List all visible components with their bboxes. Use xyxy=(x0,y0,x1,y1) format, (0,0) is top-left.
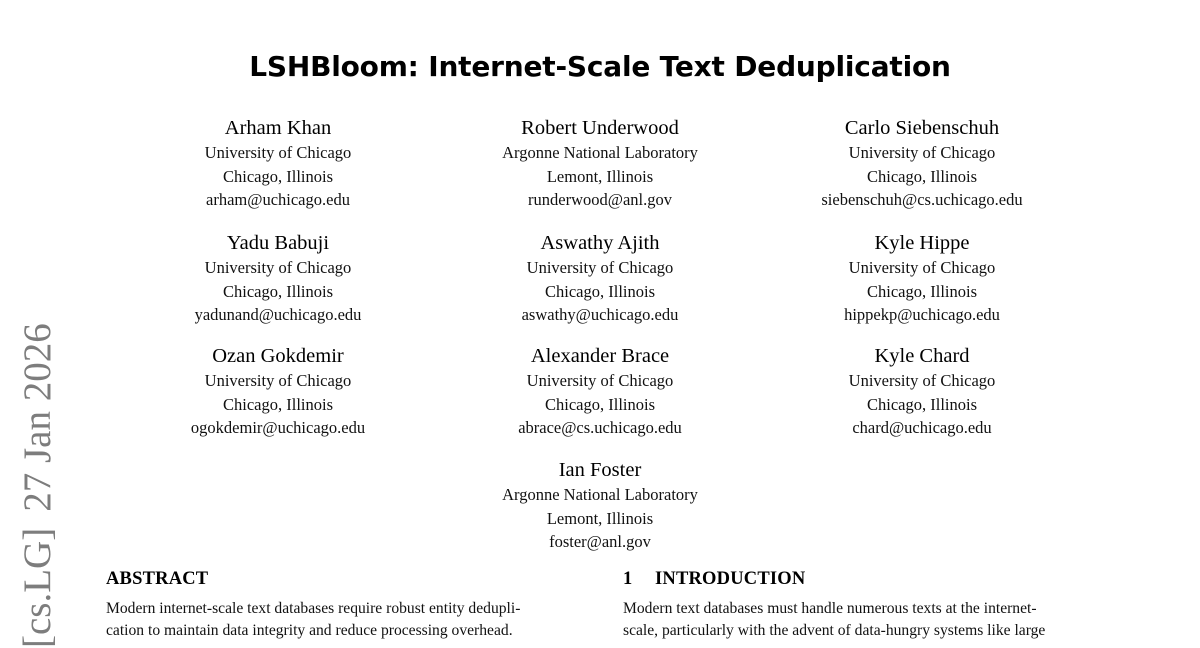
author-location: Chicago, Illinois xyxy=(223,166,333,186)
author-affiliation: Argonne National Laboratory xyxy=(502,143,698,162)
abstract-line: cation to maintain data integrity and reduce processing overhead. xyxy=(106,622,513,639)
author-block xyxy=(118,344,438,440)
author-block xyxy=(440,344,760,440)
abstract-line: Modern internet-scale text databases require robust entity dedupli- xyxy=(106,600,521,617)
author-block xyxy=(440,458,760,554)
introduction-heading xyxy=(623,569,805,590)
author-block xyxy=(762,116,1082,212)
author-location: Chicago, Illinois xyxy=(545,281,655,301)
author-affiliation: Argonne National Laboratory xyxy=(502,485,698,504)
paper-title: LSHBloom: Internet-Scale Text Deduplication xyxy=(249,50,951,83)
author-location: Lemont, Illinois xyxy=(546,508,654,528)
author-email: chard@uchicago.edu xyxy=(852,418,992,437)
author-location: Lemont, Illinois xyxy=(546,166,654,186)
author-name: Robert Underwood xyxy=(521,117,679,139)
section-number: 1 xyxy=(623,569,633,589)
author-affiliation: University of Chicago xyxy=(204,371,352,390)
author-block xyxy=(762,231,1082,327)
author-block xyxy=(440,231,760,327)
author-name: Yadu Babuji xyxy=(226,232,330,254)
author-name: Kyle Chard xyxy=(874,345,970,367)
author-email: ogokdemir@uchicago.edu xyxy=(190,418,366,437)
author-name: Alexander Brace xyxy=(530,345,670,367)
author-email: abrace@cs.uchicago.edu xyxy=(518,418,682,437)
author-affiliation: University of Chicago xyxy=(848,371,996,390)
author-block xyxy=(118,231,438,327)
author-block xyxy=(118,116,438,212)
author-affiliation: University of Chicago xyxy=(204,143,352,162)
author-name: Kyle Hippe xyxy=(874,232,970,254)
author-location: Chicago, Illinois xyxy=(223,394,333,414)
author-email: foster@anl.gov xyxy=(549,532,651,551)
introduction-body xyxy=(623,598,1113,642)
introduction-line: scale, particularly with the advent of data-hungry systems like large xyxy=(623,622,1046,639)
author-email: arham@uchicago.edu xyxy=(206,190,350,209)
author-email: hippekp@uchicago.edu xyxy=(844,305,1000,324)
abstract-body xyxy=(106,598,596,642)
abstract-heading: ABSTRACT xyxy=(106,569,209,589)
author-name: Arham Khan xyxy=(224,117,332,139)
author-name: Ian Foster xyxy=(558,459,642,481)
author-email: aswathy@uchicago.edu xyxy=(521,305,679,324)
author-affiliation: University of Chicago xyxy=(526,371,674,390)
author-email: runderwood@anl.gov xyxy=(528,190,672,209)
author-email: yadunand@uchicago.edu xyxy=(194,305,362,324)
author-block xyxy=(440,116,760,212)
author-location: Chicago, Illinois xyxy=(867,166,977,186)
author-location: Chicago, Illinois xyxy=(545,394,655,414)
author-location: Chicago, Illinois xyxy=(867,281,977,301)
author-affiliation: University of Chicago xyxy=(204,258,352,277)
author-name: Aswathy Ajith xyxy=(540,232,660,254)
author-affiliation: University of Chicago xyxy=(848,143,996,162)
introduction-line: Modern text databases must handle numerous texts at the internet- xyxy=(623,600,1037,617)
author-block xyxy=(762,344,1082,440)
author-affiliation: University of Chicago xyxy=(526,258,674,277)
arxiv-date: 27 Jan 2026 xyxy=(16,323,59,512)
arxiv-sidebar-stamp xyxy=(18,323,57,648)
arxiv-category: [cs.LG] xyxy=(16,527,59,648)
author-name: Carlo Siebenschuh xyxy=(844,117,1000,139)
author-affiliation: University of Chicago xyxy=(848,258,996,277)
author-name: Ozan Gokdemir xyxy=(212,345,344,367)
author-location: Chicago, Illinois xyxy=(223,281,333,301)
section-title: INTRODUCTION xyxy=(655,569,806,589)
author-email: siebenschuh@cs.uchicago.edu xyxy=(821,190,1023,209)
author-location: Chicago, Illinois xyxy=(867,394,977,414)
